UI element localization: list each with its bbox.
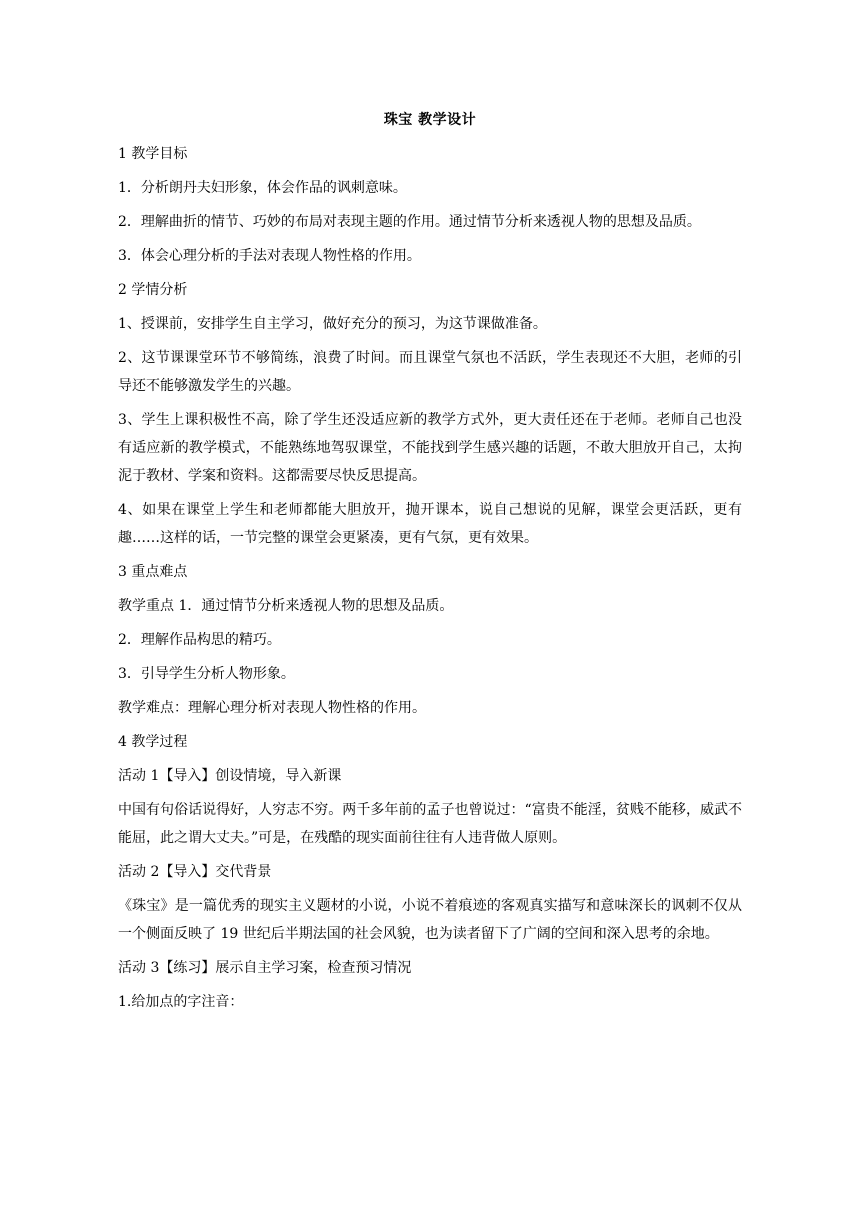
paragraph: 2．理解曲折的情节、巧妙的布局对表现主题的作用。通过情节分析来透视人物的思想及品质。	[118, 214, 701, 230]
section-heading-analysis: 2 学情分析	[118, 282, 188, 298]
paragraph: 3．引导学生分析人物形象。	[118, 666, 295, 682]
paragraph: 教学难点：理解心理分析对表现人物性格的作用。	[118, 700, 426, 716]
paragraph: 1．分析朗丹夫妇形象，体会作品的讽刺意味。	[118, 180, 407, 196]
paragraph: 3、学生上课积极性不高，除了学生还没适应新的教学方式外，更大责任还在于老师。老师自己也没有适应新的教学模式，不能熟练地驾驭课堂，不能找到学生感兴趣的话题，不敢大胆放开自己，太拘泥于教材、学案和资料。这都需要尽快反思提高。	[118, 412, 742, 484]
section-heading-objectives: 1 教学目标	[118, 146, 188, 162]
document-page	[118, 110, 742, 1022]
paragraph: 4、如果在课堂上学生和老师都能大胆放开，抛开课本，说自己想说的见解，课堂会更活跃，更有趣……这样的话，一节完整的课堂会更紧凑，更有气氛，更有效果。	[118, 502, 742, 546]
activity-heading: 活动 2【导入】交代背景	[118, 864, 272, 880]
paragraph: 3．体会心理分析的手法对表现人物性格的作用。	[118, 248, 421, 264]
paragraph: 中国有句俗话说得好，人穷志不穷。两千多年前的孟子也曾说过：“富贵不能淫，贫贱不能移，威武不能屈，此之谓大丈夫。”可是，在残酷的现实面前往往有人违背做人原则。	[118, 802, 742, 846]
paragraph: 1、授课前，安排学生自主学习，做好充分的预习，为这节课做准备。	[118, 316, 547, 332]
document-title: 珠宝 教学设计	[383, 112, 477, 128]
paragraph: 2．理解作品构思的精巧。	[118, 632, 281, 648]
paragraph: 2、这节课课堂环节不够简练，浪费了时间。而且课堂气氛也不活跃，学生表现还不大胆，老师的引导还不能够激发学生的兴趣。	[118, 350, 742, 394]
activity-heading: 活动 1【导入】创设情境，导入新课	[118, 768, 342, 784]
activity-heading: 活动 3【练习】展示自主学习案，检查预习情况	[118, 960, 412, 976]
section-heading-key-points: 3 重点难点	[118, 564, 188, 580]
section-heading-process: 4 教学过程	[118, 734, 188, 750]
paragraph: 教学重点 1．通过情节分析来透视人物的思想及品质。	[118, 598, 454, 614]
paragraph: 1.给加点的字注音：	[118, 994, 244, 1010]
paragraph: 《珠宝》是一篇优秀的现实主义题材的小说，小说不着痕迹的客观真实描写和意味深长的讽刺不仅从一个侧面反映了 19 世纪后半期法国的社会风貌，也为读者留下了广阔的空间和深入思考的余地。	[118, 898, 742, 942]
